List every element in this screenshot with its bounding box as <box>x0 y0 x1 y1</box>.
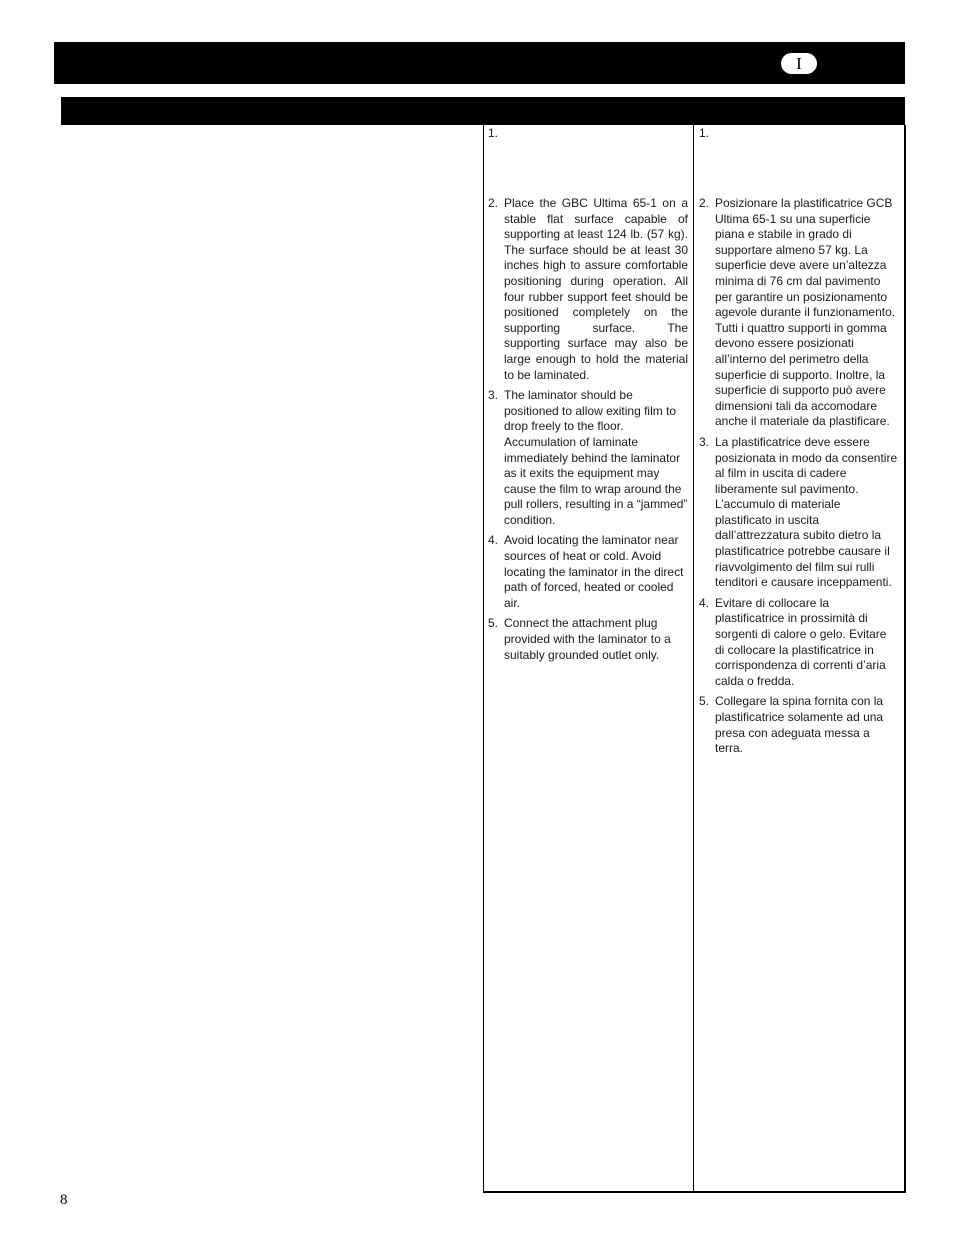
step-number: 4. <box>488 533 499 548</box>
step-number: 5. <box>699 694 710 709</box>
step-text: Posizionare la plastificatrice GCB Ultima 65-1 su una superficie piana e stabile in grado di supportare almeno 57 kg. La superficie deve avere un’altezza minima di 76 cm dal pavimento per garantire un posizionamento agevole durante il funzionamento. Tutti i quattro supporti in gomma devono essere posizionati all’interno del perimetro della superficie di supporto. Inoltre, la superficie di supporto può avere dimensioni tali da accomodare anche il materiale da plastificare. <box>715 196 896 429</box>
step-number: 3. <box>699 434 710 449</box>
list-item <box>488 616 688 663</box>
list-item <box>488 388 688 528</box>
list-item <box>699 196 899 430</box>
step-1-italian <box>699 126 899 196</box>
list-item <box>699 694 899 756</box>
step-text: Evitare di collocare la plastificatrice in prossimità di sorgenti di calore o gelo. Evitare di collocare la plastificatrice in corrispondenza di correnti d’aria calda o fredda. <box>715 595 887 688</box>
step-1-english <box>488 126 688 196</box>
step-number: 2. <box>699 196 710 210</box>
step-number: 1. <box>699 126 710 140</box>
top-banner <box>54 42 905 84</box>
list-item <box>699 435 899 591</box>
step-text: Avoid locating the laminator near sources of heat or cold. Avoid locating the laminator in the direct path of forced, heated or cooled air. <box>504 533 684 610</box>
step-number: 4. <box>699 595 710 610</box>
italian-column <box>699 126 899 762</box>
step-text: Collegare la spina fornita con la plastificatrice solamente ad una presa con adeguata messa a terra. <box>715 694 884 756</box>
language-badge: I <box>781 53 817 74</box>
list-item <box>488 196 688 383</box>
column-divider <box>693 125 694 1192</box>
step-number: 2. <box>488 196 499 210</box>
section-header-bar <box>61 97 905 125</box>
list-item <box>699 596 899 690</box>
step-text: Connect the attachment plug provided with the laminator to a suitably grounded outlet only. <box>504 616 671 662</box>
page-number: 8 <box>60 1192 68 1208</box>
step-text: The laminator should be positioned to allow exiting film to drop freely to the floor. Accumulation of laminate immediately behind the laminator as it exits the equipment may cause the film to wrap around the pull rollers, resulting in a “jammed” condition. <box>504 388 688 527</box>
list-item <box>488 533 688 611</box>
step-number: 1. <box>488 126 499 140</box>
step-text: Place the GBC Ultima 65-1 on a stable flat surface capable of supporting at least 124 lb. (57 kg). The surface should be at least 30 inches high to assure comfortable positioning during operation. All four rubber support feet should be positioned completely on the supporting surface. The supporting surface may also be large enough to hold the material to be laminated. <box>504 196 688 382</box>
step-number: 3. <box>488 388 499 403</box>
step-number: 5. <box>488 616 499 631</box>
step-text: La plastificatrice deve essere posizionata in modo da consentire al film in uscita di cadere liberamente sul pavimento. L’accumulo di materiale plastificato in uscita dall’attrezzatura subito dietro la plastificatrice potrebbe causare il riavvolgimento del film sui rulli tenditori e causare inceppamenti. <box>715 434 898 590</box>
english-column <box>488 126 688 668</box>
